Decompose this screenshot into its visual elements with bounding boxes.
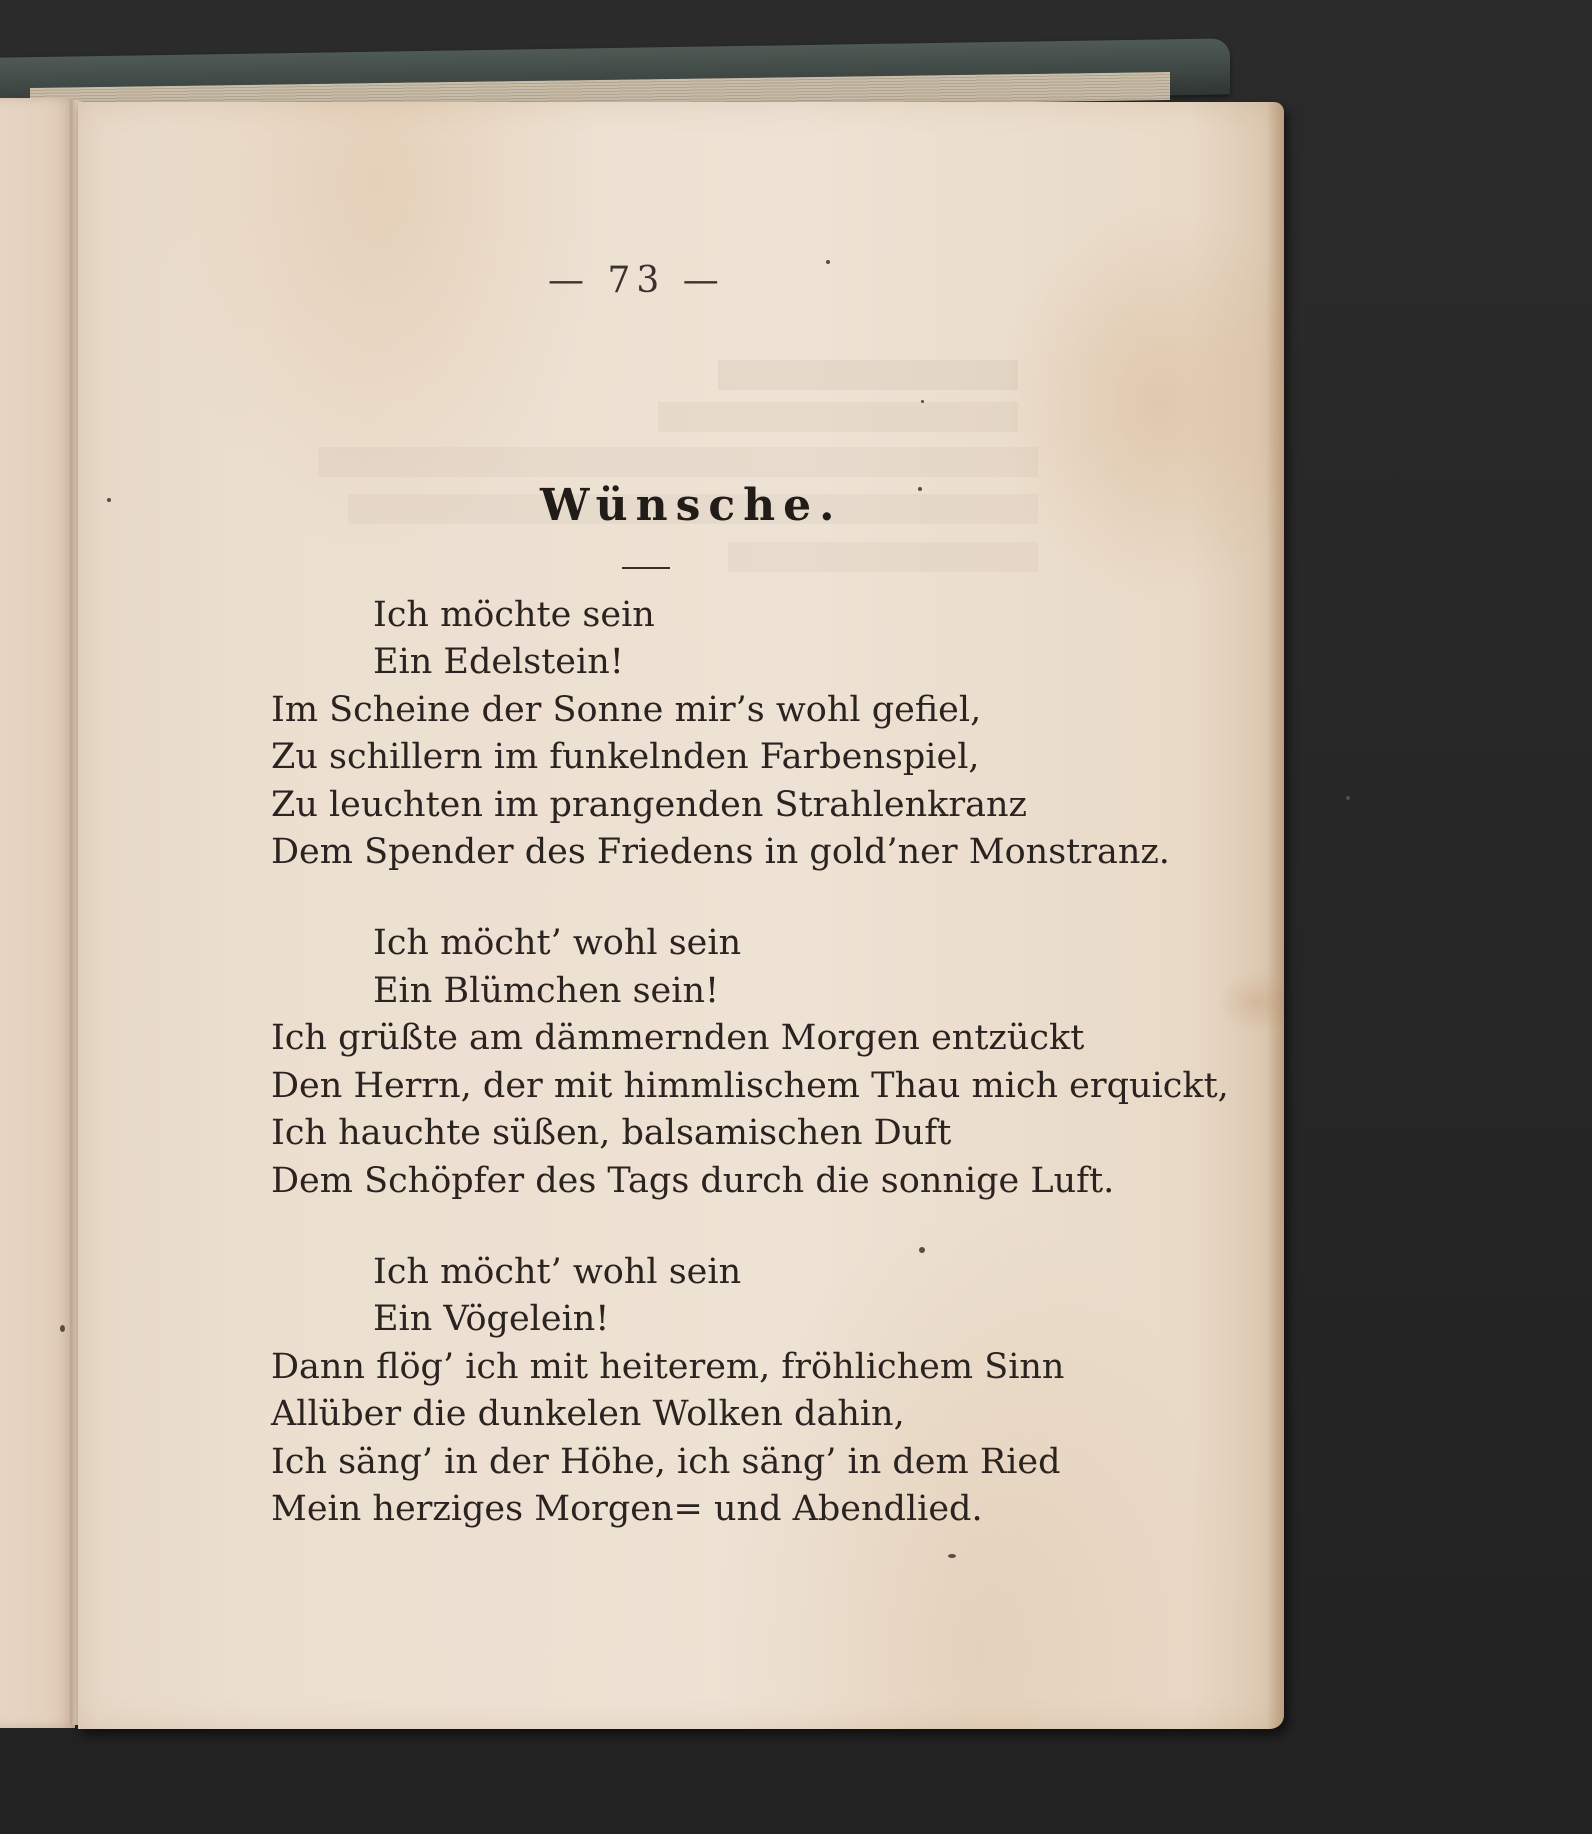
verse-line: Zu schillern im funkelnden Farbenspiel,	[271, 737, 980, 777]
verse-line: Ich möcht’ wohl sein	[373, 1252, 742, 1292]
poem-title: Wünsche.	[540, 480, 843, 531]
paper-speck	[921, 400, 924, 403]
show-through	[658, 402, 1018, 432]
verse-line: Dem Spender des Friedens in gold’ner Monstranz.	[271, 832, 1170, 872]
verse-line: Ich möcht’ wohl sein	[373, 923, 742, 963]
page-number: — 73 —	[548, 260, 725, 301]
verse-line: Den Herrn, der mit himmlischem Thau mich erquickt,	[271, 1066, 1229, 1106]
verse-line: Zu leuchten im prangenden Strahlenkranz	[271, 785, 1027, 825]
paper-speck	[919, 1247, 925, 1253]
paper-speck	[1346, 796, 1350, 800]
verse-line: Im Scheine der Sonne mir’s wohl gefiel,	[271, 690, 982, 730]
show-through	[728, 542, 1038, 572]
paper-speck	[826, 260, 830, 264]
left-page	[0, 98, 75, 1728]
verse-line: Ich grüßte am dämmernden Morgen entzückt	[271, 1018, 1085, 1058]
verse-line: Ein Edelstein!	[373, 642, 624, 682]
verse-line: Ich hauchte süßen, balsamischen Duft	[271, 1113, 952, 1153]
paper-speck	[60, 1325, 65, 1332]
paper-speck	[918, 487, 922, 491]
title-divider	[622, 567, 670, 569]
verse-line: Mein herziges Morgen= und Abendlied.	[271, 1489, 983, 1529]
verse-line: Dann flög’ ich mit heiterem, fröhlichem Sinn	[271, 1347, 1065, 1387]
right-page	[78, 102, 1284, 1729]
verse-line: Ein Vögelein!	[373, 1299, 610, 1339]
paper-speck	[107, 498, 111, 502]
paper-speck	[948, 1554, 956, 1558]
verse-line: Ein Blümchen sein!	[373, 971, 720, 1011]
verse-line: Ich möchte sein	[373, 595, 655, 635]
verse-line: Dem Schöpfer des Tags durch die sonnige Luft.	[271, 1161, 1115, 1201]
show-through	[318, 447, 1038, 477]
show-through	[718, 360, 1018, 390]
verse-line: Allüber die dunkelen Wolken dahin,	[271, 1394, 905, 1434]
verse-line: Ich säng’ in der Höhe, ich säng’ in dem Ried	[271, 1442, 1061, 1482]
